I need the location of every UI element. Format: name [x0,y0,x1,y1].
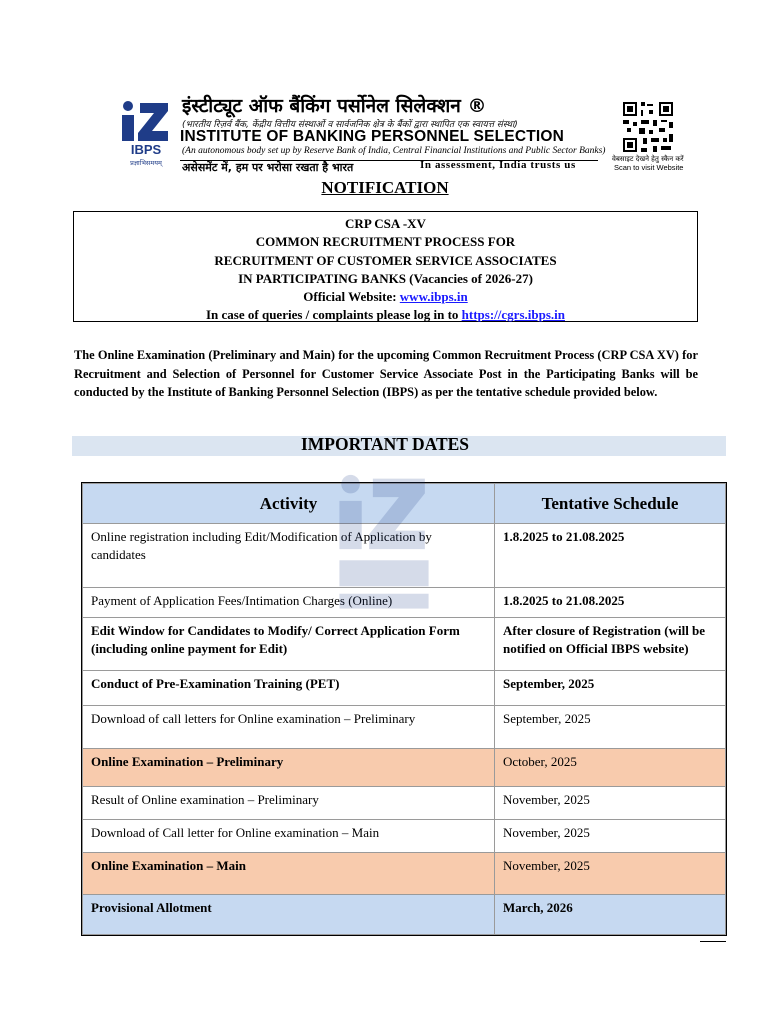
activity-cell: Online Examination – Preliminary [83,749,495,787]
notification-title: NOTIFICATION [321,178,449,197]
activity-cell: Conduct of Pre-Examination Training (PET) [83,671,495,706]
table-row [83,749,726,787]
schedule-cell: October, 2025 [495,749,726,787]
activity-cell: Result of Online examination – Preliminary [83,787,495,820]
table-row [83,895,726,935]
notification-line: COMMON RECRUITMENT PROCESS FOR [255,234,516,250]
intro-paragraph: The Online Examination (Preliminary and Main) for the upcoming Common Recruitment Process (CRP CSA XV) for Recruitment and Selection of Personnel for Customer Service Associate Post in the Participating Banks will be conducted by the Institute of Banking Personnel Selection (IBPS) as per the tentative schedule provided below. [74,348,698,400]
table-row [83,820,726,853]
header-hindi-title: इंस्टीट्यूट ऑफ बैंकिंग पर्सोनेल सिलेक्शन ® [182,95,487,117]
schedule-cell: 1.8.2025 to 21.08.2025 [495,588,726,618]
qr-code-icon[interactable] [621,100,675,154]
table-row [83,671,726,706]
page-footer-rule [700,941,726,942]
official-website-label: Official Website: [303,289,400,305]
col-activity-header: Activity [83,484,495,524]
schedule-cell: September, 2025 [495,706,726,749]
schedule-cell: After closure of Registration (will be notified on Official IBPS website) [495,618,726,671]
schedule-cell: November, 2025 [495,820,726,853]
activity-cell: Provisional Allotment [83,895,495,935]
schedule-cell: November, 2025 [495,853,726,895]
table-row [83,706,726,749]
activity-cell: Online registration including Edit/Modification of Application by candidates [83,524,495,588]
queries-label: In case of queries / complaints please log in to [206,307,462,323]
official-website-link[interactable]: www.ibps.in [399,289,468,305]
notification-line: RECRUITMENT OF CUSTOMER SERVICE ASSOCIATES [214,252,557,268]
notification-box [73,211,698,322]
ibps-watermark-logo [332,466,436,636]
schedule-cell: November, 2025 [495,787,726,820]
schedule-cell: March, 2026 [495,895,726,935]
logo-hindi: प्रज्ञाभिसमयम् [130,159,162,167]
header-title: INSTITUTE OF BANKING PERSONNEL SELECTION [180,128,565,145]
schedule-cell: 1.8.2025 to 21.08.2025 [495,524,726,588]
queries-line [74,306,697,324]
official-website-line [74,288,697,306]
cgrs-link[interactable]: https://cgrs.ibps.in [461,307,565,323]
notification-line: IN PARTICIPATING BANKS (Vacancies of 2026-27) [238,270,533,286]
activity-cell: Edit Window for Candidates to Modify/ Correct Application Form (including online payment for Edit) [83,618,495,671]
notification-line: CRP CSA -XV [345,216,426,231]
activity-cell: Download of Call letter for Online examination – Main [83,820,495,853]
col-schedule-header: Tentative Schedule [495,484,726,524]
qr-caption-english: Scan to visit Website [614,163,684,172]
table-row [83,787,726,820]
schedule-cell: September, 2025 [495,671,726,706]
activity-cell: Payment of Application Fees/Intimation Charges (Online) [83,588,495,618]
header-hindi-subtitle: (भारतीय रिज़र्व बैंक, केंद्रीय वित्तीय संस्थाओं व सार्वजनिक क्षेत्र के बैंकों द्वारा स्थापित एक स्वायत्त संस्था) [182,120,518,130]
ibps-logo [118,97,174,167]
table-row [83,853,726,895]
header-subtitle: (An autonomous body set up by Reserve Bank of India, Central Financial Institutions and Public Sector Banks) [182,146,606,156]
activity-cell: Online Examination – Main [83,853,495,895]
header-tagline-english: In assessment, India trusts us [420,159,576,171]
important-dates-title: IMPORTANT DATES [300,434,470,454]
header-tagline-hindi: असेसमेंट में, हम पर भरोसा रखता है भारत [182,161,354,174]
activity-cell: Download of call letters for Online examination – Preliminary [83,706,495,749]
logo-text: IBPS [130,142,162,157]
qr-caption-hindi: वेबसाइट देखने हेतु स्कैन करें [612,155,684,163]
